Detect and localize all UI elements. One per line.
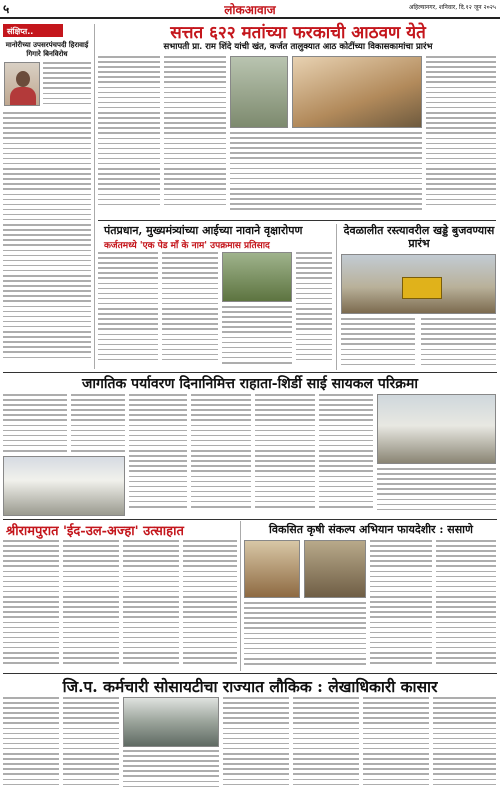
divider-line xyxy=(3,372,497,373)
sidebar-body-text xyxy=(3,112,91,367)
story7-text-col2 xyxy=(63,697,119,793)
lead-photo-ceremony xyxy=(292,56,422,128)
story6-photo-audience xyxy=(304,540,366,598)
dateline: अहिल्यानगर, शनिवार, दि.१२ जून २०२५ xyxy=(408,4,496,11)
lead-text-col1 xyxy=(98,56,160,216)
story7-text-col6 xyxy=(363,697,429,793)
story7-text-col7 xyxy=(433,697,496,793)
lead-text-col5 xyxy=(426,56,496,216)
column-divider xyxy=(240,521,241,671)
story2-photo xyxy=(222,252,292,302)
story2-text-col2 xyxy=(162,252,218,370)
story7-text-under-photo xyxy=(123,750,219,793)
story4-text-col3 xyxy=(129,394,187,516)
story6-text-col1 xyxy=(370,540,432,670)
story5-text-col4 xyxy=(183,540,237,670)
story2-subhead: कर्जतमध्ये 'एक पेड माँ के नाम' उपक्रमास प्रतिसाद xyxy=(104,241,270,251)
story4-text-col7 xyxy=(377,468,496,516)
story4-headline: जागतिक पर्यावरण दिनानिमित्त राहाता-शिर्डी साई सायकल परिक्रमा xyxy=(82,376,418,392)
divider-line xyxy=(3,673,497,674)
lead-text-under-photos xyxy=(230,132,422,216)
story5-text-col1 xyxy=(3,540,59,670)
story6-photo-stage xyxy=(244,540,300,598)
story3-text-col2 xyxy=(421,318,496,370)
story4-photo-cyclists xyxy=(3,456,125,516)
divider-line xyxy=(3,519,497,520)
story6-headline: विकसित कृषी संकल्प अभियान फायदेशीर : ससाणे xyxy=(269,523,473,536)
story7-headline: जि.प. कर्मचारी सोसायटीचा राज्यात लौकिक : लेखाधिकारी कासार xyxy=(62,677,438,696)
story2-text-col4 xyxy=(296,252,332,370)
story2-headline: पंतप्रधान, मुख्यमंत्र्यांच्या आईच्या नावाने वृक्षारोपण xyxy=(104,224,303,237)
story4-photo-group xyxy=(377,394,496,464)
sidebar-tag: संक्षिप्त.. xyxy=(3,24,63,37)
paper-name: लोकआवाज xyxy=(224,3,276,17)
story2-text-col3 xyxy=(222,306,292,370)
masthead xyxy=(0,0,500,19)
story4-text-col2 xyxy=(71,394,125,454)
story5-headline: श्रीरामपुरात 'ईद-उल-अज्हा' उत्साहात xyxy=(6,524,184,539)
story4-text-col4 xyxy=(191,394,251,516)
lead-subhead: सभापती प्रा. राम शिंदे यांची खंत, कर्जत तालुक्यात आठ कोटींच्या विकासकामांचा प्रारंभ xyxy=(163,42,433,52)
story6-text-col2 xyxy=(436,540,496,670)
story4-text-col5 xyxy=(255,394,315,516)
story6-text-under-photos xyxy=(244,602,366,670)
story3-text-col1 xyxy=(341,318,415,370)
sidebar-text-right-of-photo xyxy=(43,62,91,108)
story3-headline: देवळालीत रस्त्यावरील खड्डे बुजवण्यास प्रारंभ xyxy=(343,224,495,250)
column-divider xyxy=(94,24,95,369)
story4-text-col1 xyxy=(3,394,67,454)
story2-text-col1 xyxy=(98,252,158,370)
page-number: ५ xyxy=(3,2,10,16)
lead-text-col2 xyxy=(164,56,226,216)
sidebar-portrait xyxy=(4,62,40,106)
story5-text-col3 xyxy=(123,540,179,670)
story7-text-col5 xyxy=(293,697,359,793)
story3-photo-jcb xyxy=(341,254,496,314)
story7-text-col4 xyxy=(223,697,289,793)
story4-text-col6 xyxy=(319,394,373,516)
story7-text-col1 xyxy=(3,697,59,793)
sidebar-headline: मानोरीच्या उपसरपंचपदी हिरावाई गिगारे बिनविरोध xyxy=(5,40,89,58)
sidebar-section xyxy=(3,24,91,369)
divider-line xyxy=(98,220,496,221)
lead-photo-crowd xyxy=(230,56,288,128)
story5-text-col2 xyxy=(63,540,119,670)
column-divider xyxy=(336,224,337,370)
story7-photo xyxy=(123,697,219,747)
lead-headline: सत्तत ६२२ मतांच्या फरकाची आठवण येते xyxy=(170,23,426,43)
